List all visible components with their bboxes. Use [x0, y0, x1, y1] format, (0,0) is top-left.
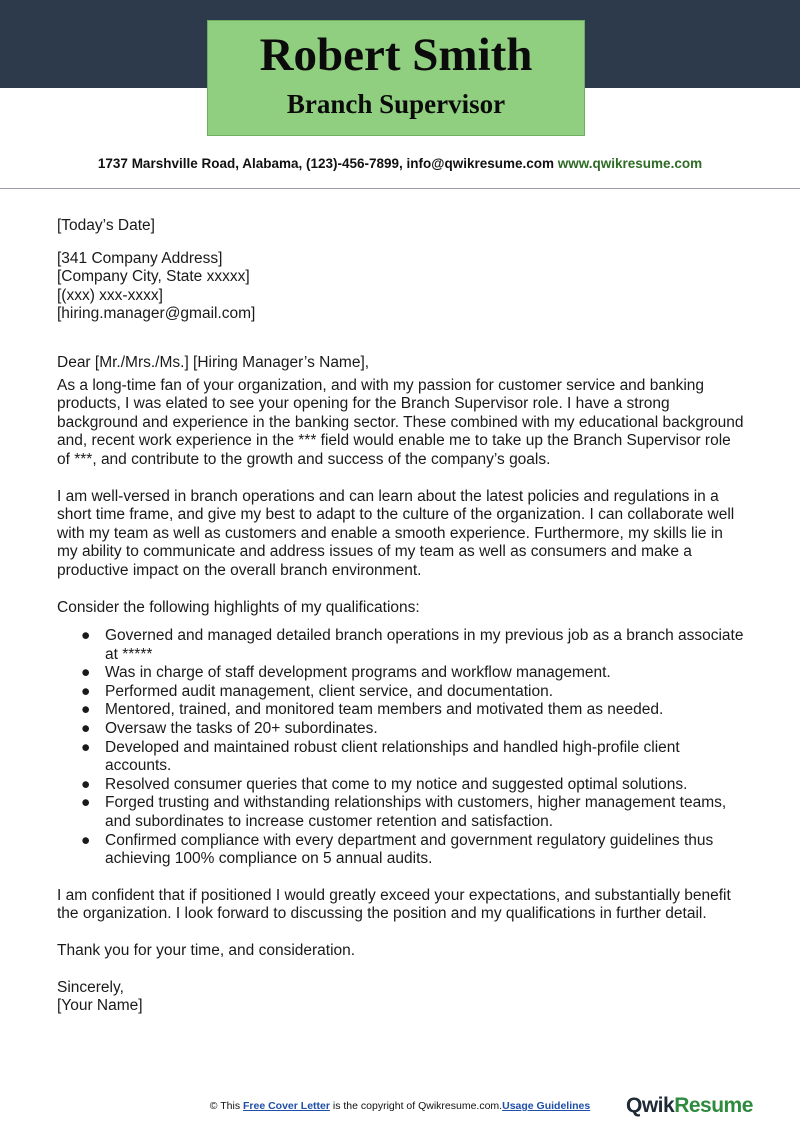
logo-qwik: Qwik: [626, 1094, 675, 1117]
letter-date: [Today’s Date]: [57, 217, 155, 234]
list-item: ● Performed audit management, client service, and documentation.: [81, 682, 554, 700]
bullet-icon: ●: [81, 775, 91, 793]
bullet-icon: ●: [81, 627, 91, 645]
list-item: ● Governed and managed detailed branch operations in my previous job as a branch associate at *****: [81, 627, 744, 663]
list-item: ● Oversaw the tasks of 20+ subordinates.: [81, 720, 378, 738]
list-item: ● Resolved consumer queries that come to my notice and suggested optimal solutions.: [81, 775, 688, 793]
paragraph-highlights-intro: Consider the following highlights of my qualifications:: [57, 598, 420, 616]
paragraph-closing: I am confident that if positioned I would greatly exceed your expectations, and substantially benefit the organization. I look forward to discussing the position and my qualifications in further detail.: [57, 886, 731, 923]
paragraph-intro: As a long-time fan of your organization, and with my passion for customer service and banking products, I was elated to see your opening for the Branch Supervisor role. I have a strong background and experience in the banking sector. These combined with my educational background and, recent work experience in the *** field would enable me to take up the Branch Supervisor role of ***, and contribute to the growth and success of the company’s goals.: [57, 376, 744, 468]
website-link[interactable]: www.qwikresume.com: [557, 156, 703, 171]
signature: [Your Name]: [57, 997, 143, 1015]
candidate-title: Branch Supervisor: [286, 89, 506, 119]
thanks-line: Thank you for your time, and consideration.: [57, 942, 356, 959]
bullet-icon: ●: [81, 720, 91, 738]
header-divider: [0, 188, 800, 189]
bullet-icon: ●: [81, 682, 91, 700]
address-line: [hiring.manager@gmail.com]: [57, 305, 256, 323]
salutation: Dear [Mr./Mrs./Ms.] [Hiring Manager’s Name],: [57, 353, 370, 371]
bullet-icon: ●: [81, 831, 91, 849]
bullet-icon: ●: [81, 664, 91, 682]
recipient-address: [57, 250, 747, 324]
qwikresume-logo[interactable]: [626, 1094, 753, 1118]
free-cover-letter-link[interactable]: Free Cover Letter: [243, 1100, 330, 1112]
contact-line: [0, 156, 800, 171]
list-item: ● Developed and maintained robust client relationships and handled high-profile client accounts.: [81, 738, 680, 775]
letter-body: [57, 217, 747, 1016]
signoff: Sincerely,: [57, 978, 124, 996]
bullet-icon: ●: [81, 701, 91, 719]
list-item: ● Mentored, trained, and monitored team members and motivated them as needed.: [81, 701, 664, 719]
footer-prefix: © This: [209, 1100, 241, 1112]
candidate-name: Robert Smith: [259, 29, 533, 81]
list-item: ● Forged trusting and withstanding relationships with customers, higher management teams, and subordinates to increase customer retention and satisfaction.: [81, 794, 727, 831]
contact-details: 1737 Marshville Road, Alabama, (123)-456-7899, info@qwikresume.com: [97, 156, 555, 171]
logo-resume: Resume: [674, 1094, 753, 1117]
list-item: ● Confirmed compliance with every department and government regulatory guidelines thus achieving 100% compliance on 5 annual audits.: [81, 831, 714, 868]
list-item: ● Was in charge of staff development programs and workflow management.: [81, 664, 611, 682]
footer-middle: is the copyright of Qwikresume.com.: [332, 1100, 503, 1112]
address-line: [Company City, State xxxxx]: [57, 268, 250, 286]
address-line: [341 Company Address]: [57, 249, 223, 267]
bullet-icon: ●: [81, 794, 91, 812]
bullet-icon: ●: [81, 738, 91, 756]
address-line: [(xxx) xxx-xxxx]: [57, 286, 163, 304]
name-box: [207, 20, 585, 136]
paragraph-skills: I am well-versed in branch operations and can learn about the latest policies and regulations in a short time frame, and give my best to adapt to the culture of the organization. I can collaborate well with my team as well as customers and enable a smooth experience. Furthermore, my skills lie in my ability to communicate and address issues of my team as well as consumers and make a productive impact on the overall branch environment.: [57, 487, 735, 579]
usage-guidelines-link[interactable]: Usage Guidelines: [502, 1100, 591, 1112]
highlights-list: [57, 627, 747, 869]
